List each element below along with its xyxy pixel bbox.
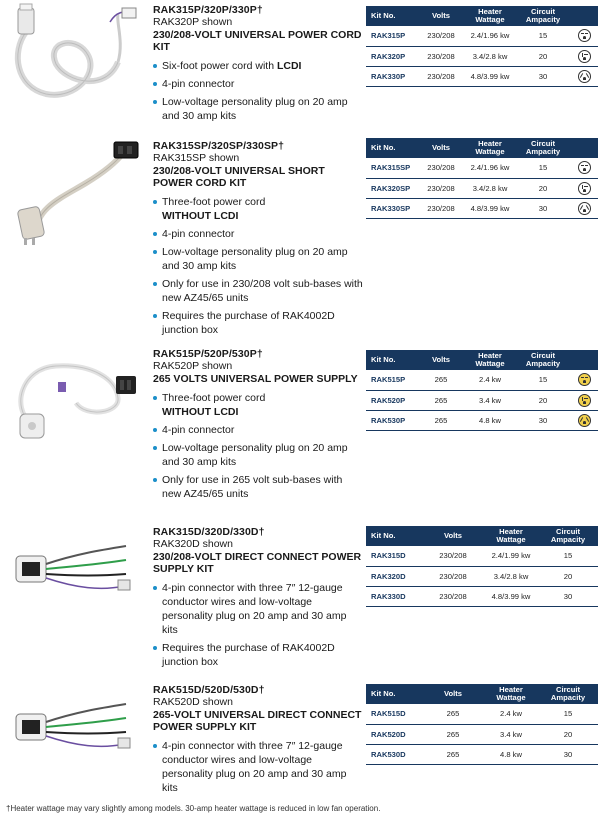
- feature-item: Low-voltage personality plug on 20 amp and 30 amp kits: [153, 95, 363, 123]
- header-circuit-ampacity: Circuit Ampacity: [516, 138, 570, 158]
- table-row: [366, 724, 598, 744]
- volts: 265: [418, 370, 464, 390]
- circuit-ampacity: 15: [516, 370, 570, 390]
- kit-number: RAK320P: [366, 46, 418, 66]
- volts: 230/208: [422, 566, 484, 586]
- header-circuit-ampacity: Circuit Ampacity: [538, 526, 598, 546]
- plug-30-icon: [578, 70, 591, 83]
- table-row: [366, 178, 598, 198]
- volts: 265: [422, 744, 484, 764]
- kit-number: RAK315SP: [366, 158, 418, 178]
- product-title: 265-VOLT UNIVERSAL DIRECT CONNECT POWER SUPPLY KIT: [153, 709, 362, 733]
- header-heater-wattage: Heater Wattage: [464, 138, 516, 158]
- header-heater-wattage: Heater Wattage: [464, 6, 516, 26]
- feature-item: Only for use in 265 volt sub-bases with new AZ45/65 units: [153, 473, 363, 501]
- feature-item: Six-foot power cord with LCDI: [153, 59, 363, 73]
- kit-number: RAK320SP: [366, 178, 418, 198]
- short-power-cord-kit-photo: [6, 138, 146, 248]
- plug-265-15-icon: [578, 373, 591, 386]
- circuit-ampacity: 20: [516, 390, 570, 410]
- circuit-ampacity: 30: [516, 410, 570, 430]
- heater-wattage: 4.8 kw: [464, 410, 516, 430]
- plug-15-icon: [578, 29, 591, 42]
- volts: 230/208: [418, 26, 464, 46]
- table-row: [366, 66, 598, 86]
- kit-number: RAK530D: [366, 744, 422, 764]
- heater-wattage: 4.8/3.99 kw: [484, 586, 538, 606]
- volts: 230/208: [418, 178, 464, 198]
- circuit-ampacity: 30: [538, 586, 598, 606]
- circuit-ampacity: 15: [538, 704, 598, 724]
- model-numbers: RAK315P/320P/330P†: [153, 4, 263, 16]
- model-numbers: RAK515P/520P/530P†: [153, 348, 263, 360]
- volts: 230/208: [418, 158, 464, 178]
- header-kit-no: Kit No.: [366, 684, 422, 704]
- kit-number: RAK520P: [366, 390, 418, 410]
- circuit-ampacity: 20: [538, 724, 598, 744]
- feature-item: Low-voltage personality plug on 20 amp and 30 amp kits: [153, 245, 363, 273]
- volts: 230/208: [418, 46, 464, 66]
- circuit-ampacity: 15: [516, 26, 570, 46]
- circuit-ampacity: 20: [538, 566, 598, 586]
- header-circuit-ampacity: Circuit Ampacity: [516, 350, 570, 370]
- circuit-ampacity: 15: [538, 546, 598, 566]
- shown-model: RAK320D shown: [153, 538, 233, 550]
- header-kit-no: Kit No.: [366, 526, 422, 546]
- header-kit-no: Kit No.: [366, 6, 418, 26]
- header-volts: Volts: [422, 526, 484, 546]
- model-numbers: RAK515D/520D/530D†: [153, 684, 265, 696]
- table-row: [366, 158, 598, 178]
- plug-20-icon: [578, 182, 591, 195]
- heater-wattage: 4.8/3.99 kw: [464, 198, 516, 218]
- header-heater-wattage: Heater Wattage: [484, 684, 538, 704]
- product-title: 230/208-VOLT UNIVERSAL POWER CORD KIT: [153, 29, 362, 53]
- volts: 230/208: [418, 66, 464, 86]
- plug-265-30-icon: [578, 414, 591, 427]
- kit-number: RAK330P: [366, 66, 418, 86]
- circuit-ampacity: 20: [516, 46, 570, 66]
- table-row: [366, 704, 598, 724]
- model-numbers: RAK315D/320D/330D†: [153, 526, 265, 538]
- plug-20-icon: [578, 50, 591, 63]
- table-header-row: [366, 138, 598, 158]
- header-volts: Volts: [418, 138, 464, 158]
- header-plug: [570, 138, 598, 158]
- footnote: †Heater wattage may vary slightly among models. 30-amp heater wattage is reduced in low fan operation.: [6, 804, 381, 813]
- heater-wattage: 3.4 kw: [484, 724, 538, 744]
- heater-wattage: 3.4/2.8 kw: [484, 566, 538, 586]
- feature-item: 4-pin connector: [153, 77, 363, 91]
- volts: 265: [422, 724, 484, 744]
- heater-wattage: 4.8 kw: [484, 744, 538, 764]
- volts: 230/208: [422, 586, 484, 606]
- heater-wattage: 3.4/2.8 kw: [464, 46, 516, 66]
- kit-number: RAK330SP: [366, 198, 418, 218]
- header-circuit-ampacity: Circuit Ampacity: [516, 6, 570, 26]
- shown-model: RAK520D shown: [153, 696, 233, 708]
- heater-wattage: 2.4 kw: [464, 370, 516, 390]
- volts: 230/208: [422, 546, 484, 566]
- feature-item: Only for use in 230/208 volt sub-bases with new AZ45/65 units: [153, 277, 363, 305]
- table-row: [366, 390, 598, 410]
- circuit-ampacity: 20: [516, 178, 570, 198]
- heater-wattage: 2.4/1.96 kw: [464, 158, 516, 178]
- feature-list: [153, 739, 363, 795]
- circuit-ampacity: 30: [538, 744, 598, 764]
- volts: 230/208: [418, 198, 464, 218]
- table-row: [366, 566, 598, 586]
- kit-number: RAK330D: [366, 586, 422, 606]
- kit-number: RAK315P: [366, 26, 418, 46]
- table-row: [366, 370, 598, 390]
- feature-list: [153, 581, 363, 669]
- table-row: [366, 410, 598, 430]
- product-title: 265 VOLTS UNIVERSAL POWER SUPPLY: [153, 373, 358, 385]
- table-header-row: [366, 526, 598, 546]
- feature-item: 4-pin connector: [153, 423, 363, 437]
- feature-item: Low-voltage personality plug on 20 amp and 30 amp kits: [153, 441, 363, 469]
- table-row: [366, 546, 598, 566]
- power-cord-kit-photo: [6, 2, 146, 107]
- header-kit-no: Kit No.: [366, 350, 418, 370]
- plug-30-icon: [578, 202, 591, 215]
- circuit-ampacity: 30: [516, 198, 570, 218]
- heater-wattage: 2.4/1.99 kw: [484, 546, 538, 566]
- shown-model: RAK315SP shown: [153, 152, 240, 164]
- feature-item: 4-pin connector with three 7″ 12-gauge conductor wires and low-voltage personality plug on 20 amp and 30 amp kits: [153, 739, 363, 795]
- kit-number: RAK315D: [366, 546, 422, 566]
- direct-connect-kit-photo: [6, 536, 146, 616]
- heater-wattage: 4.8/3.99 kw: [464, 66, 516, 86]
- spec-table: [366, 138, 598, 219]
- kit-number: RAK320D: [366, 566, 422, 586]
- volts: 265: [418, 390, 464, 410]
- feature-item: Three-foot power cord WITHOUT LCDI: [153, 195, 363, 223]
- 265v-power-supply-photo: [6, 348, 146, 448]
- 265v-direct-connect-kit-photo: [6, 696, 146, 776]
- header-heater-wattage: Heater Wattage: [484, 526, 538, 546]
- header-circuit-ampacity: Circuit Ampacity: [538, 684, 598, 704]
- header-plug: [570, 350, 598, 370]
- table-header-row: [366, 350, 598, 370]
- table-header-row: [366, 684, 598, 704]
- header-volts: Volts: [418, 350, 464, 370]
- header-heater-wattage: Heater Wattage: [464, 350, 516, 370]
- kit-number: RAK515P: [366, 370, 418, 390]
- table-header-row: [366, 6, 598, 26]
- kit-number: RAK520D: [366, 724, 422, 744]
- feature-item: Requires the purchase of RAK4002D junction box: [153, 309, 363, 337]
- kit-number: RAK515D: [366, 704, 422, 724]
- heater-wattage: 2.4/1.96 kw: [464, 26, 516, 46]
- table-row: [366, 744, 598, 764]
- spec-table: [366, 6, 598, 87]
- header-kit-no: Kit No.: [366, 138, 418, 158]
- table-row: [366, 46, 598, 66]
- header-volts: Volts: [418, 6, 464, 26]
- heater-wattage: 3.4/2.8 kw: [464, 178, 516, 198]
- heater-wattage: 2.4 kw: [484, 704, 538, 724]
- spec-table: [366, 526, 598, 607]
- circuit-ampacity: 15: [516, 158, 570, 178]
- shown-model: RAK320P shown: [153, 16, 233, 28]
- volts: 265: [418, 410, 464, 430]
- feature-item: 4-pin connector with three 7″ 12-gauge conductor wires and low-voltage personality plug on 20 amp and 30 amp kits: [153, 581, 363, 637]
- spec-table: [366, 684, 598, 765]
- table-row: [366, 586, 598, 606]
- kit-number: RAK530P: [366, 410, 418, 430]
- table-row: [366, 198, 598, 218]
- volts: 265: [422, 704, 484, 724]
- header-volts: Volts: [422, 684, 484, 704]
- feature-list: [153, 195, 363, 337]
- product-title: 230/208-VOLT UNIVERSAL SHORT POWER CORD KIT: [153, 165, 325, 189]
- product-title: 230/208-VOLT DIRECT CONNECT POWER SUPPLY KIT: [153, 551, 362, 575]
- feature-item: Requires the purchase of RAK4002D junction box: [153, 641, 363, 669]
- plug-265-20-icon: [578, 394, 591, 407]
- model-numbers: RAK315SP/320SP/330SP†: [153, 140, 285, 152]
- heater-wattage: 3.4 kw: [464, 390, 516, 410]
- circuit-ampacity: 30: [516, 66, 570, 86]
- shown-model: RAK520P shown: [153, 360, 233, 372]
- feature-list: [153, 59, 363, 123]
- header-plug: [570, 6, 598, 26]
- feature-item: Three-foot power cord WITHOUT LCDI: [153, 391, 363, 419]
- spec-table: [366, 350, 598, 431]
- feature-list: [153, 391, 363, 501]
- table-row: [366, 26, 598, 46]
- plug-15-icon: [578, 161, 591, 174]
- feature-item: 4-pin connector: [153, 227, 363, 241]
